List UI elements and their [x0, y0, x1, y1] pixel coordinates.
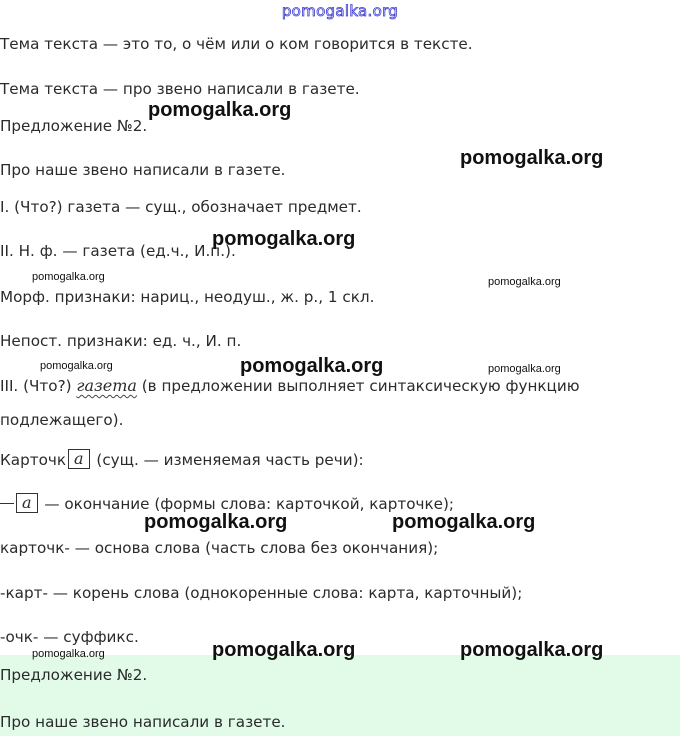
kartochka-description: (сущ. — изменяемая часть речи):: [96, 451, 364, 469]
text-line-subject: подлежащего).: [0, 411, 124, 429]
watermark: pomogalka.org: [240, 355, 384, 377]
text-line-theme: Тема текста — про звено написали в газете.: [0, 80, 360, 98]
watermark: pomogalka.org: [32, 271, 105, 283]
ending-description: — окончание (формы слова: карточкой, карточке);: [44, 495, 455, 513]
watermark: pomogalka.org: [148, 99, 292, 121]
watermark: pomogalka.org: [488, 363, 561, 375]
watermark: pomogalka.org: [32, 648, 105, 660]
text-line-part-2: II. Н. ф. — газета (ед.ч., И.п.).: [0, 242, 236, 260]
watermark: pomogalka.org: [40, 360, 113, 372]
text-line-suffix: -очк- — суффикс.: [0, 628, 139, 646]
text-line-theme-definition: Тема текста — это то, о чём или о ком говорится в тексте.: [0, 35, 473, 53]
watermark: pomogalka.org: [212, 639, 356, 661]
text-line-kartochka: [0, 449, 364, 470]
watermark: pomogalka.org: [488, 276, 561, 288]
ending-box-2: а: [16, 493, 38, 513]
watermark: pomogalka.org: [460, 147, 604, 169]
text-line-part-1: I. (Что?) газета — сущ., обозначает предмет.: [0, 198, 362, 216]
watermark: pomogalka.org: [212, 228, 356, 250]
ending-dash-mark: [0, 503, 14, 504]
site-logo[interactable]: pomogalka.org: [281, 2, 399, 20]
text-line-nonconstant-features: Непост. признаки: ед. ч., И. п.: [0, 332, 242, 350]
text-line-stem: карточк- — основа слова (часть слова без окончания);: [0, 539, 439, 557]
text-line-sentence-number: Предложение №2.: [0, 117, 148, 135]
kartochka-stem: Карточк: [0, 451, 67, 469]
subject-word-wavy-underlined: газета: [76, 376, 137, 395]
text-line-sentence-number-2: Предложение №2.: [0, 666, 148, 684]
text-line-sentence-2: Про наше звено написали в газете.: [0, 713, 286, 731]
watermark: pomogalka.org: [392, 511, 536, 533]
part-3-suffix: (в предложении выполняет синтаксическую функцию: [141, 377, 580, 395]
ending-box: а: [68, 449, 90, 469]
text-line-part-3: [0, 376, 580, 396]
text-line-sentence: Про наше звено написали в газете.: [0, 161, 286, 179]
watermark: pomogalka.org: [144, 511, 288, 533]
watermark: pomogalka.org: [460, 639, 604, 661]
text-line-root: -карт- — корень слова (однокоренные слова: карта, карточный);: [0, 584, 523, 602]
part-3-prefix: III. (Что?): [0, 377, 72, 395]
text-line-morph-features: Морф. признаки: нариц., неодуш., ж. р., 1 скл.: [0, 288, 375, 306]
